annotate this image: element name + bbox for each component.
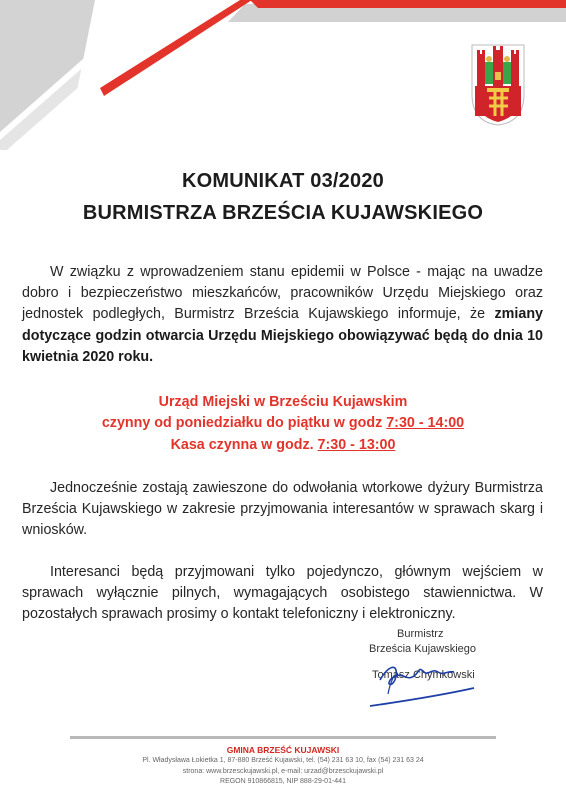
coat-of-arms-icon — [471, 44, 525, 126]
signature-office: Brześcia Kujawskiego — [369, 642, 476, 655]
handwritten-signature-icon — [358, 636, 478, 716]
cashier-hours-label: Kasa czynna w godz. — [170, 436, 318, 453]
footer-identifiers: REGON 910866815, NIP 888-29-01-441 — [220, 778, 346, 786]
intro-bold-text: zmiany dotyczące godzin otwarcia Urzędu Miejskiego obowiązywać będą do dnia 10 kwietnia 2020 roku. — [22, 306, 543, 365]
suspension-paragraph: Jednocześnie zostają zawieszone do odwołania wtorkowe dyżury Burmistrza Brześcia Kujawskiego w zakresie przyjmowania interesantów w sprawach skarg i wniosków. — [22, 480, 543, 539]
office-hours-label: czynny od poniedziałku do piątku w godz — [101, 415, 387, 432]
office-hours-time: 7:30 - 14:00 — [386, 415, 465, 432]
cashier-hours-time: 7:30 - 13:00 — [317, 436, 396, 453]
footer-divider — [70, 736, 496, 739]
footer-organization: GMINA BRZEŚĆ KUJAWSKI — [226, 745, 340, 755]
signature-name: Tomasz Chymkowski — [372, 669, 475, 682]
footer-address: Pl. Władysława Łokietka 1, 87-880 Brześć Kujawski, tel. (54) 231 63 10, fax (54) 231 63 24 — [142, 757, 424, 764]
intro-paragraph — [22, 262, 543, 368]
office-hours-block — [0, 392, 566, 456]
document-subtitle: BURMISTRZA BRZEŚCIA KUJAWSKIEGO — [82, 202, 484, 224]
office-name: Urząd Miejski w Brześciu Kujawskim — [158, 394, 408, 410]
document-title: KOMUNIKAT 03/2020 — [182, 170, 384, 192]
footer — [0, 744, 566, 788]
cashier-hours-line — [0, 435, 566, 456]
intro-text: W związku z wprowadzeniem stanu epidemii w Polsce - mając na uwadze dobro i bezpieczeństwo mieszkańców, pracowników Urzędu Miejskiego oraz jednostek podległych, Burmistrz Brześcia Kujawskiego informuje, że — [22, 264, 543, 323]
visitors-paragraph: Interesanci będą przyjmowani tylko pojedynczo, głównym wejściem w sprawach wyłącznie pilnych, wymagających osobistego stawiennictwa. W pozostałych sprawach prosimy o kontakt telefoniczny i elektroniczny. — [22, 564, 543, 623]
office-hours-line — [0, 413, 566, 434]
signature-role: Burmistrz — [397, 628, 444, 640]
footer-contact: strona: www.brzesckujawski.pl, e-mail: urzad@brzesckujawski.pl — [182, 767, 384, 775]
